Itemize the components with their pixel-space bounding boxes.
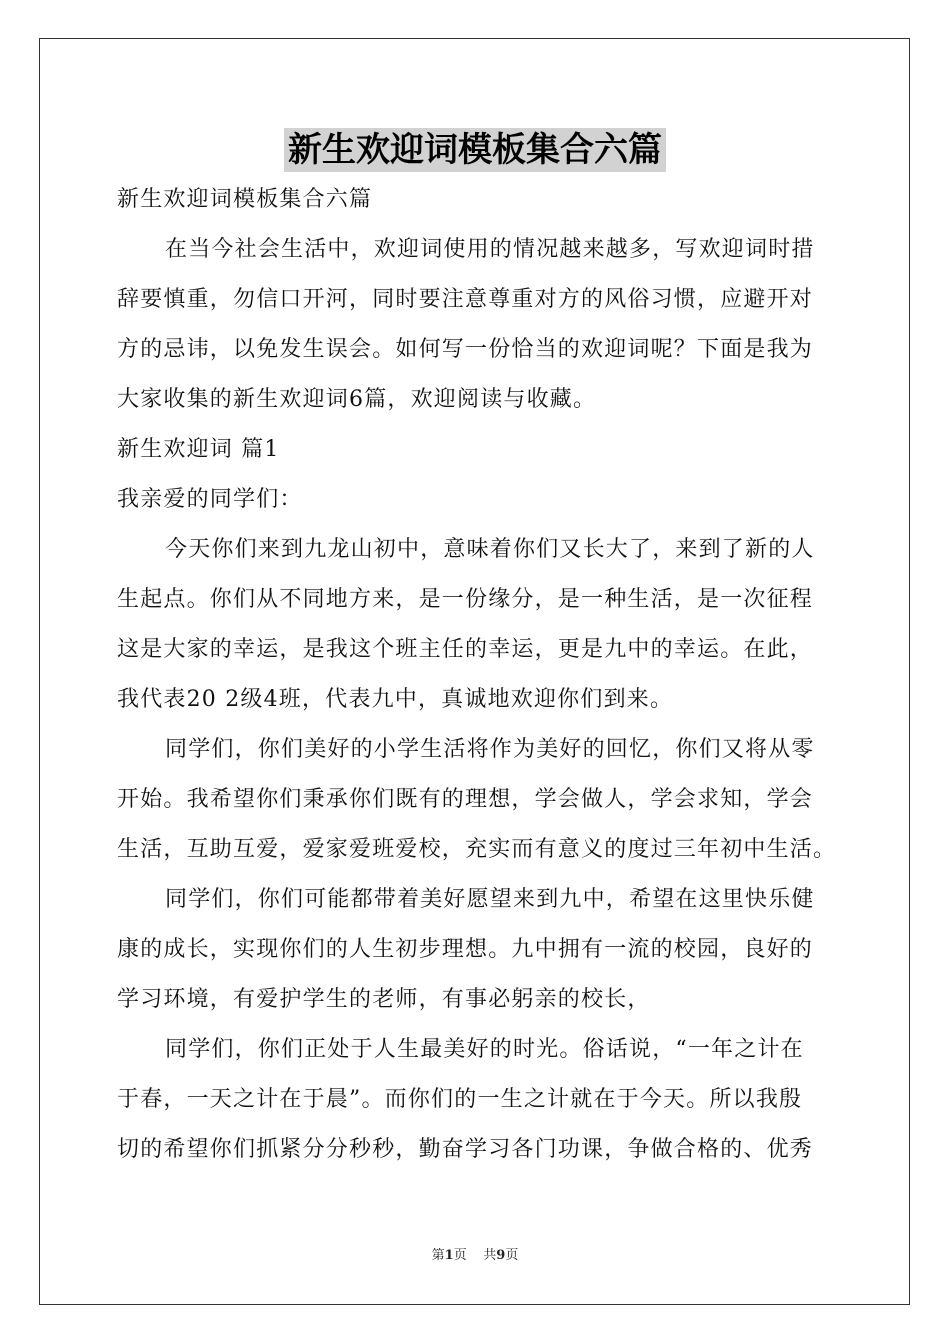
paragraph-line: 学习环境，有爱护学生的老师，有事必躬亲的校长， <box>117 987 651 1012</box>
paragraph-line: 在当今社会生活中，欢迎词使用的情况越来越多，写欢迎词时措 <box>165 237 815 262</box>
paragraph-line: 今天你们来到九龙山初中，意味着你们又长大了，来到了新的人 <box>165 537 815 562</box>
paragraph-line: 于春，一天之计在于晨”。而你们的一生之计就在于今天。所以我殷 <box>117 1087 803 1112</box>
page-prefix: 第 <box>431 1248 445 1263</box>
title-container <box>0 128 950 172</box>
paragraph-line: 大家收集的新生欢迎词6篇，欢迎阅读与收藏。 <box>117 387 597 412</box>
paragraph-line: 生活，互助互爱，爱家爱班爱校，充实而有意义的度过三年初中生活。 <box>117 837 837 862</box>
page-footer <box>0 1248 950 1264</box>
paragraph-line: 开始。我希望你们秉承你们既有的理想，学会做人，学会求知，学会 <box>117 787 814 812</box>
page-number: 1 <box>444 1248 454 1263</box>
paragraph-line: 方的忌讳，以免发生误会。如何写一份恰当的欢迎词呢？下面是我为 <box>117 337 814 362</box>
total-prefix: 共 <box>483 1248 497 1263</box>
page-suffix: 页 <box>453 1248 467 1263</box>
total-suffix: 页 <box>505 1248 519 1263</box>
paragraph-line: 辞要慎重，勿信口开河，同时要注意尊重对方的风俗习惯，应避开对 <box>117 287 814 312</box>
paragraph-line: 切的希望你们抓紧分分秒秒，勤奋学习各门功课，争做合格的、优秀 <box>117 1137 814 1162</box>
paragraph-line: 同学们，你们美好的小学生活将作为美好的回忆，你们又将从零 <box>165 737 815 762</box>
paragraph-line: 康的成长，实现你们的人生初步理想。九中拥有一流的校园，良好的 <box>117 937 814 962</box>
paragraph-line: 我代表20 2级4班，代表九中，真诚地欢迎你们到来。 <box>117 687 674 712</box>
document-title: 新生欢迎词模板集合六篇 <box>284 128 666 172</box>
section-heading: 新生欢迎词 篇1 <box>117 437 280 462</box>
paragraph-line: 生起点。你们从不同地方来，是一份缘分，是一种生活，是一次征程 <box>117 587 814 612</box>
total-pages: 9 <box>496 1248 506 1263</box>
subtitle-line: 新生欢迎词模板集合六篇 <box>117 187 373 212</box>
paragraph-line: 同学们，你们可能都带着美好愿望来到九中，希望在这里快乐健 <box>165 887 815 912</box>
paragraph-line: 这是大家的幸运，是我这个班主任的幸运，更是九中的幸运。在此， <box>117 637 814 662</box>
salutation-line: 我亲爱的同学们： <box>117 487 303 512</box>
paragraph-line: 同学们，你们正处于人生最美好的时光。俗话说，“一年之计在 <box>165 1037 804 1062</box>
